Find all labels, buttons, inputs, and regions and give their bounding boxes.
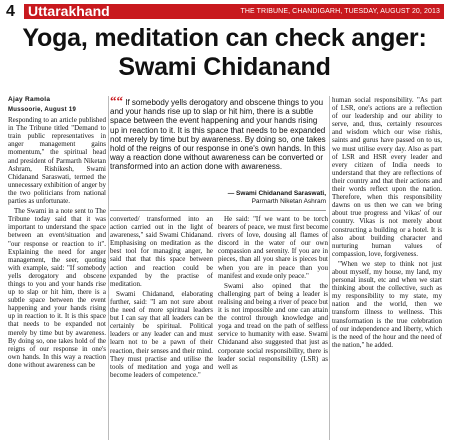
attribution-name: — Swami Chidanand Saraswati, — [227, 190, 326, 197]
article-column-4 — [332, 96, 442, 440]
attribution-org: Parmarth Niketan Ashram — [251, 198, 326, 205]
paragraph: The Swami in a note sent to The Tribune today said that it was important to understand the space between an event/situation and "our response or reaction to it". Explaining the need for anger management, the seer, quoting with example, said: "If somebody yells derogatory and obscene things to you and your hands rise up to slap or hit him, there is a subtle space between the event happening and your hands rising up in reaction to it. It is this space that needs to be expanded not merely by time but by awareness. By doing so, one takes hold of the reigns of our response in one's own hands. In this way a reaction done without awareness can be — [8, 207, 106, 369]
paragraph: Swami Chidanand, elaborating further, said: "I am not sure about the need of more spiritual leaders but I can say that all leaders can be certainly be spiritual. Political leaders or any leader can and must learn not to be a pawn of their reaction, their senses and their mind. They must practise and utilise the tools of meditation and yoga and become leaders of competence." — [110, 289, 213, 379]
pull-quote-attribution — [110, 190, 326, 206]
section-name: Uttarakhand — [28, 3, 110, 19]
paragraph: human social responsibility. "As part of LSR, one's actions are a reflection of our leadership and our ability to serve, and, thus, certainly resources and wisdom which our wise rishis, saints and gurus have passed on to us, we must utilise every day. Also as part of LSR and HSR every leader and every citizen of India needs to understand that they are reflections of their country and that their actions and their words reflect upon the nation. Therefore, when this responsibility dawns on us then we can we bring about true progress and 'vikas' of our country. Vikas is not merely about constructing a building or a hotel. It is also about building character and nurturing human values of compassion, love, forgiveness. — [332, 96, 442, 258]
paragraph: Responding to an article published in The Tribune titled "Demand to train public representatives in anger management gains momentum," the spiritual head and president of Parmarth Niketan Ashram, Rishikesh, Swami Chidanand Saraswati, termed the unnecessary exhibition of anger by the two politicians from national parties as unfortunate. — [8, 116, 106, 206]
paragraph: converted/ transformed into an action carried out in the light of awareness," said Swami Chidanand. Emphasising on meditation as the best tool for managing anger, he said that that this space between action and reaction could be expanded by the practise of meditation. — [110, 215, 213, 288]
column-divider — [329, 96, 330, 440]
article-column-3 — [218, 215, 328, 440]
pull-quote-text: If somebody yells derogatory and obscene things to you and your hands rise up to slap or hit him, there is a subtle space between the event happening and your hands rising up in reaction to it. It is this space that needs to be expanded not merely by time but by awareness. By doing so, one takes hold of the reigns of our response in one's own hands. In this way a reaction done without awareness can be converted or transformed into an action done with awareness. — [110, 98, 326, 172]
byline: Ajay Ramola — [8, 96, 51, 103]
page-header — [6, 3, 444, 20]
dateline: Mussoorie, August 19 — [8, 107, 77, 113]
quote-mark-icon: ““ — [110, 96, 123, 108]
page-number: 4 — [6, 3, 15, 20]
article-column-1 — [8, 105, 106, 439]
paragraph: He said: "If we want to be torch bearers of peace, we must first become rivers of love, dousing all flames of discord in the water of our own compassion and serenity. If you are in pieces, than all you share is pieces but when you are in peace than you manifest and exude only peace." — [218, 215, 328, 280]
section-bar — [24, 4, 444, 19]
paragraph: Swami also opined that the challenging part of being a leader is realising and being a river of peace but it is not impossible and one can attain the control through knowledge and yoga and tread on the path of selfless service to humanity with ease. Swami Chidanand also suggested that just as corporate social responsibility, there is leader social responsibility (LSR) as well as — [218, 281, 328, 371]
masthead-dateline: THE TRIBUNE, CHANDIGARH, TUESDAY, AUGUST 20, 2013 — [240, 8, 440, 15]
article-headline: Yoga, meditation can check anger: Swami Chidanand — [22, 24, 427, 81]
article-column-2 — [110, 215, 213, 440]
column-divider — [108, 96, 109, 440]
paragraph: "When we step to think not just about myself, my house, my land, my personal insult, etc and when we start thinking about the collective, such as my responsibility to my state, my nation and the world, then we transform illness to wellness. This transformation is the true celebration of our independence and liberty, which is the need of the hour and the need of the nation," he added. — [332, 259, 442, 349]
quote-divider — [110, 210, 326, 211]
